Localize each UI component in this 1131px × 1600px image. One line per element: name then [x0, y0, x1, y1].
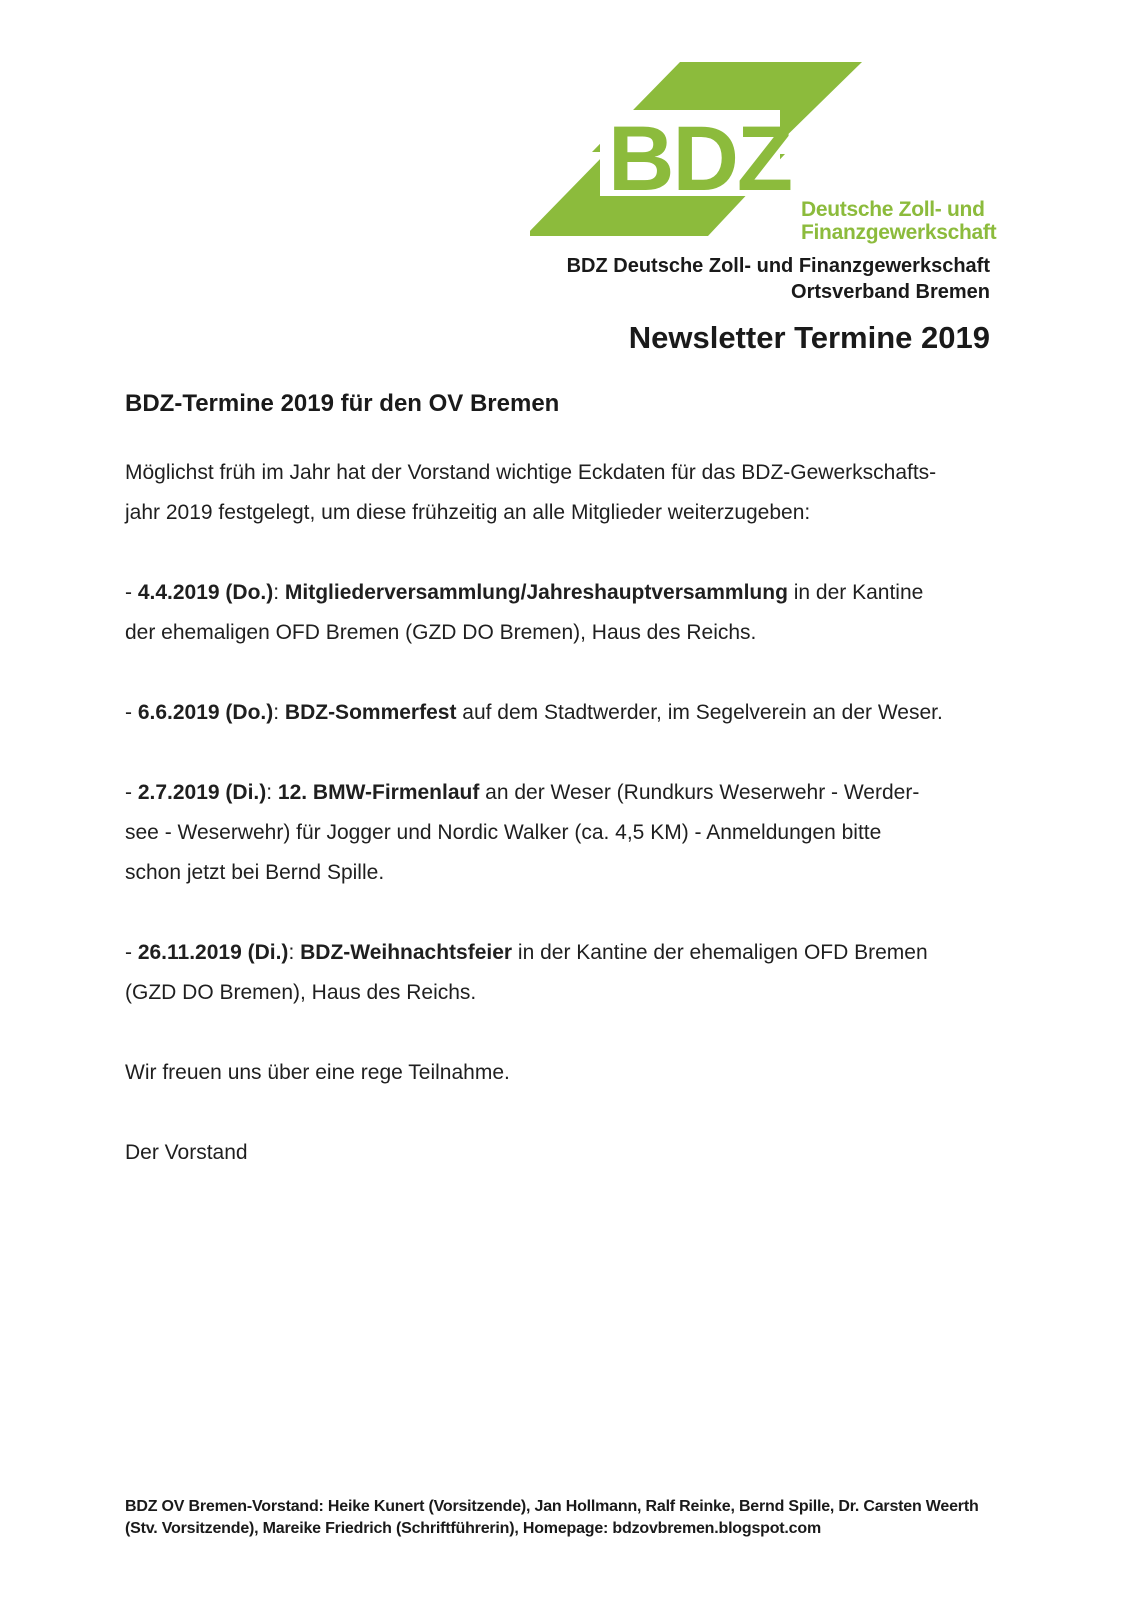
event-item — [125, 693, 1025, 733]
event-line — [125, 933, 1025, 973]
event-line — [125, 773, 1025, 813]
event-date: 4.4.2019 (Do.) — [137, 581, 274, 604]
event-separator: : — [273, 581, 285, 604]
intro-line: Möglichst früh im Jahr hat der Vorstand wichtige Eckdaten für das BDZ-Gewerkschafts- — [125, 461, 937, 484]
event-title: 12. BMW-Firmenlauf — [277, 781, 480, 804]
footer-line: BDZ OV Bremen-Vorstand: Heike Kunert (Vorsitzende), Jan Hollmann, Ralf Reinke, Bernd Spille, Dr. Carsten Weerth — [125, 1498, 979, 1515]
event-line: (GZD DO Bremen), Haus des Reichs. — [125, 981, 477, 1004]
closing-text: Wir freuen uns über eine rege Teilnahme. — [125, 1061, 510, 1084]
event-title: BDZ-Sommerfest — [284, 701, 457, 724]
org-branch: Ortsverband Bremen — [791, 281, 990, 303]
event-bullet: - — [125, 781, 138, 804]
section-heading: BDZ-Termine 2019 für den OV Bremen — [125, 390, 560, 417]
signature: Der Vorstand — [125, 1141, 248, 1164]
intro-paragraph — [125, 453, 1025, 533]
org-name: BDZ Deutsche Zoll- und Finanzgewerkschaft — [566, 255, 990, 277]
event-date: 6.6.2019 (Do.) — [137, 701, 274, 724]
event-item — [125, 573, 1025, 653]
logo-subtitle-line2: Finanzgewerkschaft — [801, 221, 997, 244]
event-line: see - Weserwehr) für Jogger und Nordic Walker (ca. 4,5 KM) - Anmeldungen bitte — [125, 821, 882, 844]
event-title: Mitgliederversammlung/Jahreshauptversammlung — [284, 581, 788, 604]
event-line: der ehemaligen OFD Bremen (GZD DO Bremen), Haus des Reichs. — [125, 621, 757, 644]
event-separator: : — [266, 781, 278, 804]
logo-subtitle — [801, 198, 996, 244]
event-description: auf dem Stadtwerder, im Segelverein an der Weser. — [456, 701, 943, 724]
footer — [125, 1496, 1025, 1540]
event-line — [125, 693, 1025, 733]
footer-line: (Stv. Vorsitzende), Mareike Friedrich (Schriftführerin), Homepage: bdzovbremen.blogspot.com — [125, 1520, 821, 1537]
event-item — [125, 933, 1025, 1013]
event-bullet: - — [125, 701, 138, 724]
logo-mark: BDZ — [608, 108, 792, 210]
event-line — [125, 573, 1025, 613]
event-item — [125, 773, 1025, 893]
event-bullet: - — [125, 941, 138, 964]
newsletter-body — [125, 387, 1025, 1213]
intro-line: jahr 2019 festgelegt, um diese frühzeitig an alle Mitglieder weiterzugeben: — [125, 501, 811, 524]
event-title: BDZ-Weihnachtsfeier — [300, 941, 513, 964]
event-separator: : — [273, 701, 285, 724]
event-description: in der Kantine der ehemaligen OFD Bremen — [512, 941, 928, 964]
event-separator: : — [288, 941, 301, 964]
organization-header — [567, 253, 990, 305]
event-date: 2.7.2019 (Di.) — [137, 781, 267, 804]
event-bullet: - — [125, 581, 138, 604]
logo-subtitle-line1: Deutsche Zoll- und — [801, 198, 985, 221]
event-description: in der Kantine — [787, 581, 924, 604]
event-description: an der Weser (Rundkurs Weserwehr - Werder- — [479, 781, 920, 804]
event-line: schon jetzt bei Bernd Spille. — [125, 861, 385, 884]
page-title: Newsletter Termine 2019 — [628, 320, 990, 355]
event-date: 26.11.2019 (Di.) — [137, 941, 289, 964]
